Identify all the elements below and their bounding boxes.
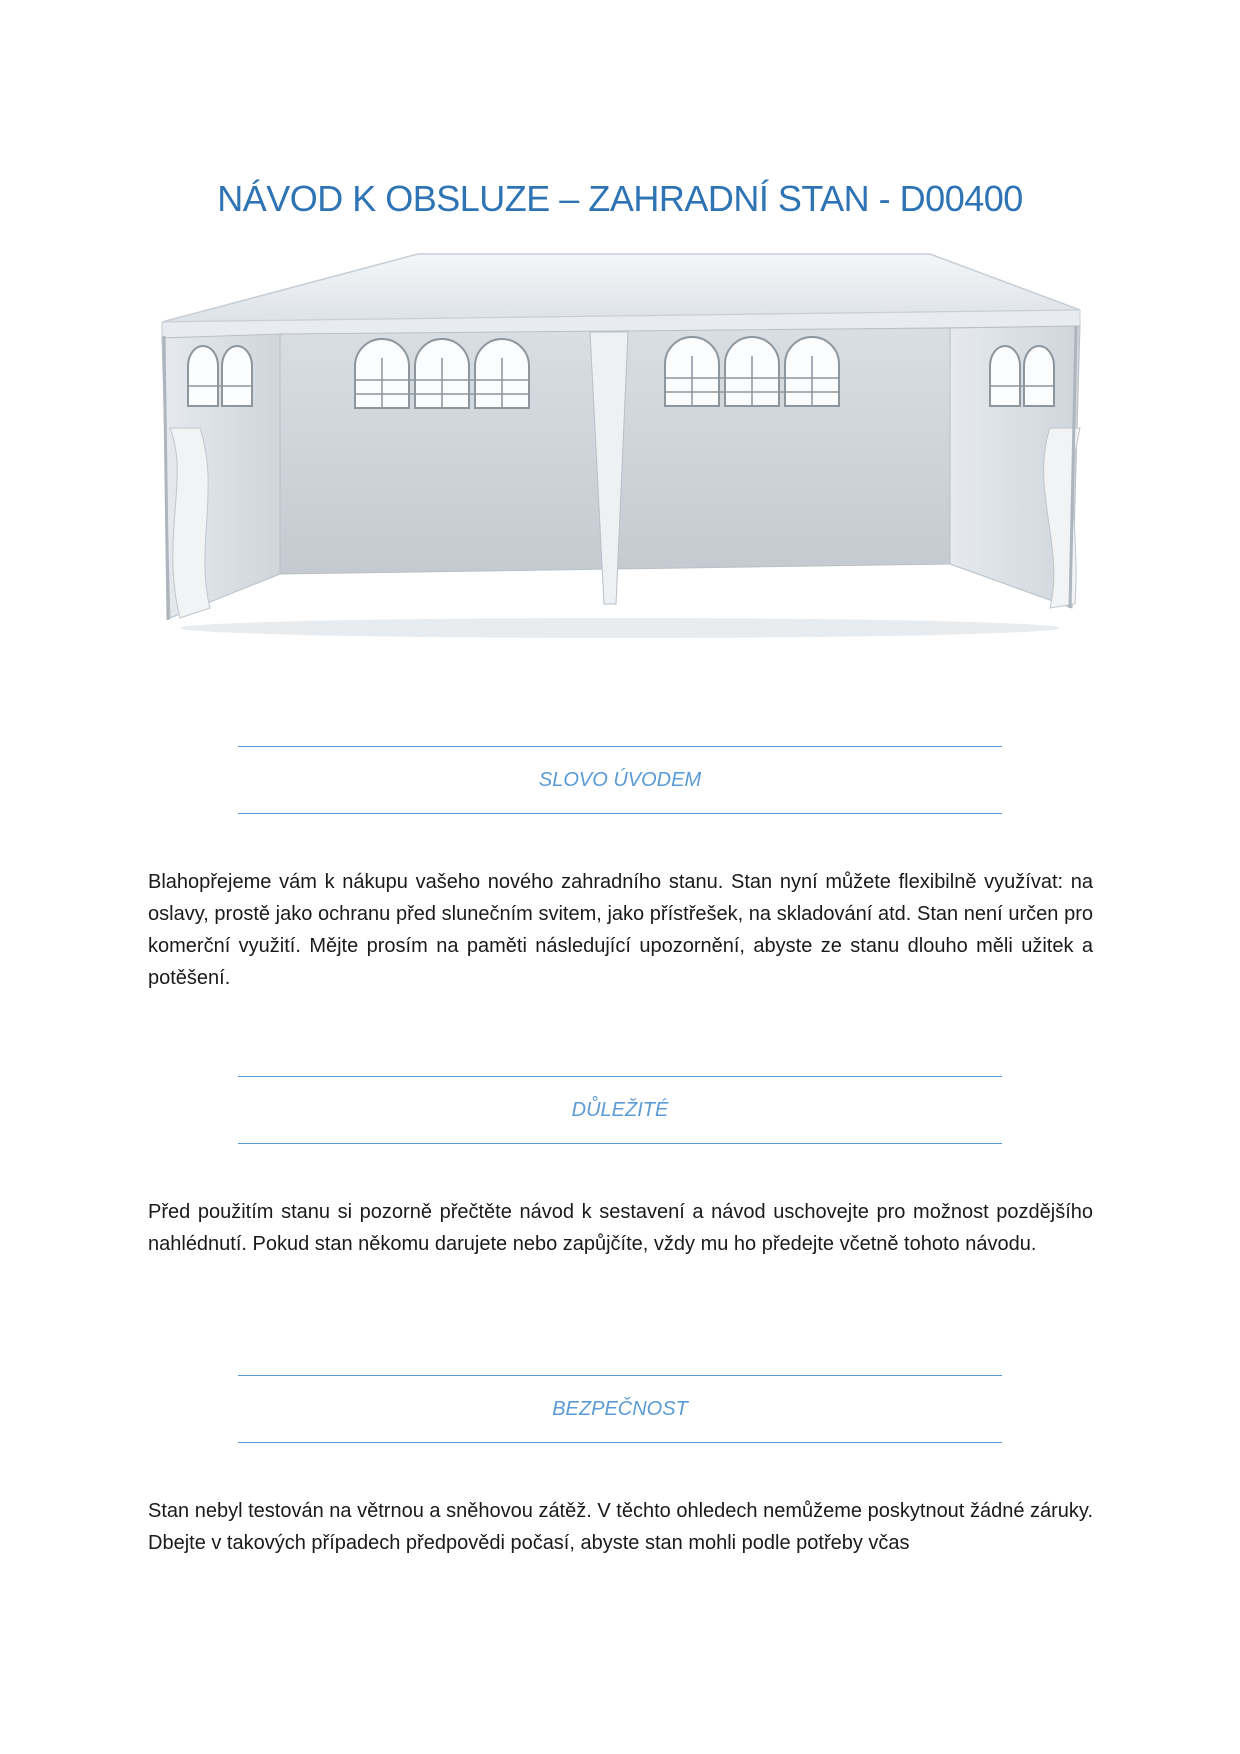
intro-paragraph: Blahopřejeme vám k nákupu vašeho nového zahradního stanu. Stan nyní můžete flexibilně využívat: na oslavy, prostě jako ochranu před slunečním svitem, jako přístřešek, na skladování atd. Stan není určen pro komerční využití. Mějte prosím na paměti následující upozornění, abyste ze stanu dlouho měli užitek a potěšení. bbox=[148, 871, 1093, 989]
section-heading-label: SLOVO ÚVODEM bbox=[538, 768, 702, 791]
page-title: NÁVOD K OBSLUZE – ZAHRADNÍ STAN - D00400 bbox=[217, 178, 1023, 219]
safety-paragraph: Stan nebyl testován na větrnou a sněhovou zátěž. V těchto ohledech nemůžeme poskytnout žádné záruky. Dbejte v takových případech předpovědi počasí, abyste stan mohli podle potřeby včas bbox=[148, 1500, 1093, 1554]
section-heading-safety bbox=[238, 1375, 1002, 1443]
section-heading-important bbox=[238, 1076, 1002, 1144]
important-paragraph: Před použitím stanu si pozorně přečtěte návod k sestavení a návod uschovejte pro možnost pozdějšího nahlédnutí. Pokud stan někomu darujete nebo zapůjčíte, vždy mu ho předejte včetně tohoto návodu. bbox=[148, 1201, 1093, 1255]
section-heading-label: BEZPEČNOST bbox=[552, 1397, 688, 1420]
section-heading-label: DŮLEŽITÉ bbox=[571, 1098, 669, 1121]
section-heading-intro bbox=[238, 746, 1002, 814]
garden-tent-image bbox=[150, 248, 1090, 640]
